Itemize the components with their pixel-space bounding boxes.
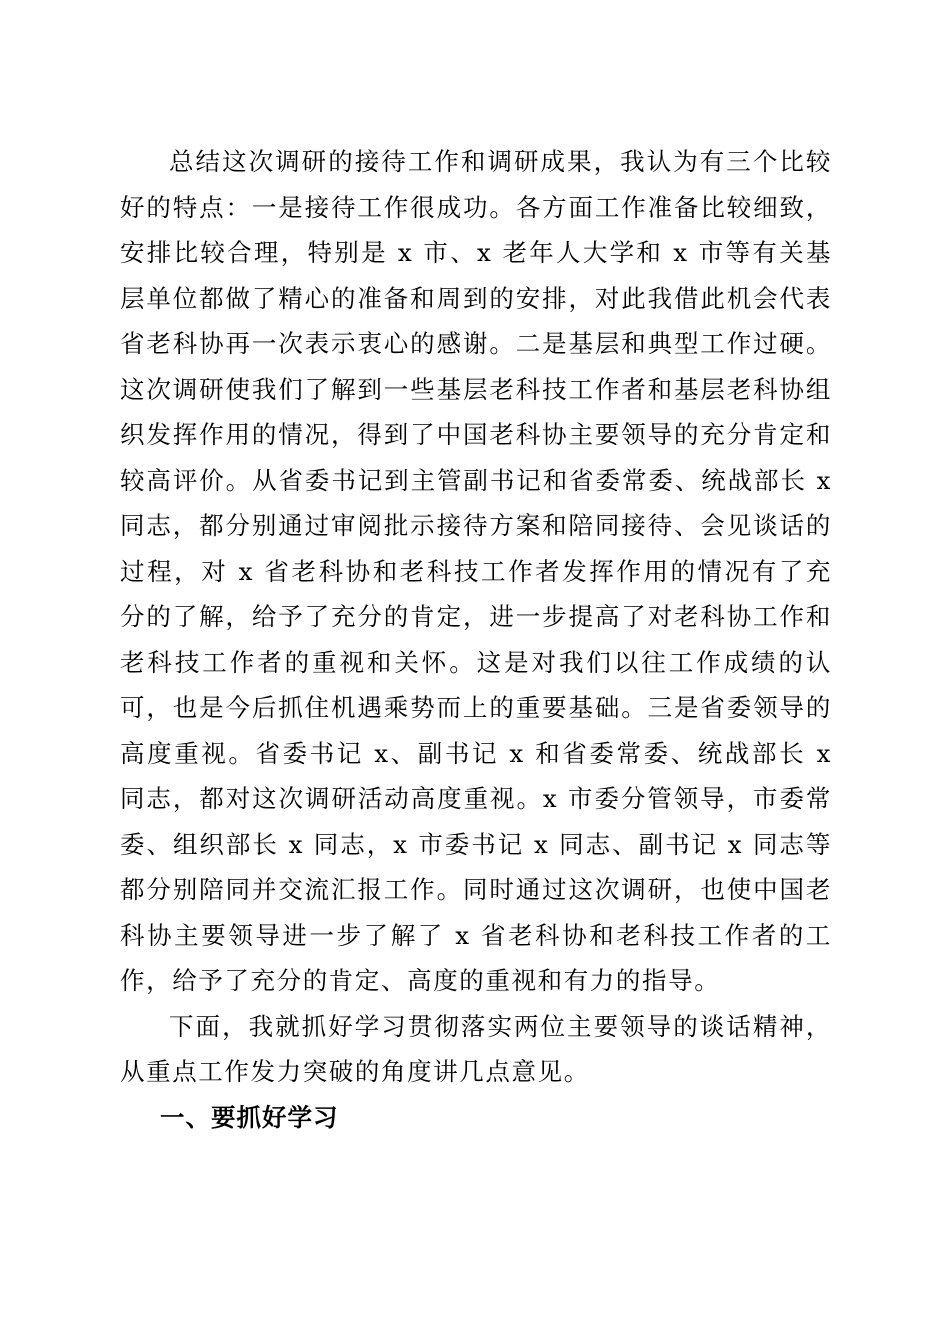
body-paragraph: 下面，我就抓好学习贯彻落实两位主要领导的谈话精神，从重点工作发力突破的角度讲几点意见。 — [120, 1011, 832, 1086]
document-page — [120, 139, 832, 1140]
section-heading: 一、要抓好学习 — [160, 1102, 339, 1132]
body-paragraph: 总结这次调研的接待工作和调研成果，我认为有三个比较好的特点：一是接待工作很成功。各方面工作准备比较细致，安排比较合理，特别是 x 市、x 老年人大学和 x 市等有关基层单位都做了精心的准备和周到的安排，对此我借此机会代表省老科协再一次表示衷心的感谢。二是基层和典型工作过硬。这次调研使我们了解到一些基层老科技工作者和基层老科协组织发挥作用的情况，得到了中国老科协主要领导的充分肯定和较高评价。从省委书记到主管副书记和省委常委、统战部长 x 同志，都分别通过审阅批示接待方案和陪同接待、会见谈话的过程，对 x 省老科协和老科技工作者发挥作用的情况有了充分的了解，给予了充分的肯定，进一步提高了对老科协工作和老科技工作者的重视和关怀。这是对我们以往工作成绩的认可，也是今后抓住机遇乘势而上的重要基础。三是省委领导的高度重视。省委书记 x、副书记 x 和省委常委、统战部长 x 同志，都对这次调研活动高度重视。x 市委分管领导，市委常委、组织部长 x 同志，x 市委书记 x 同志、副书记 x 同志等都分别陪同并交流汇报工作。同时通过这次调研，也使中国老科协主要领导进一步了解了 x 省老科协和老科技工作者的工作，给予了充分的肯定、高度的重视和有力的指导。 — [120, 147, 832, 995]
